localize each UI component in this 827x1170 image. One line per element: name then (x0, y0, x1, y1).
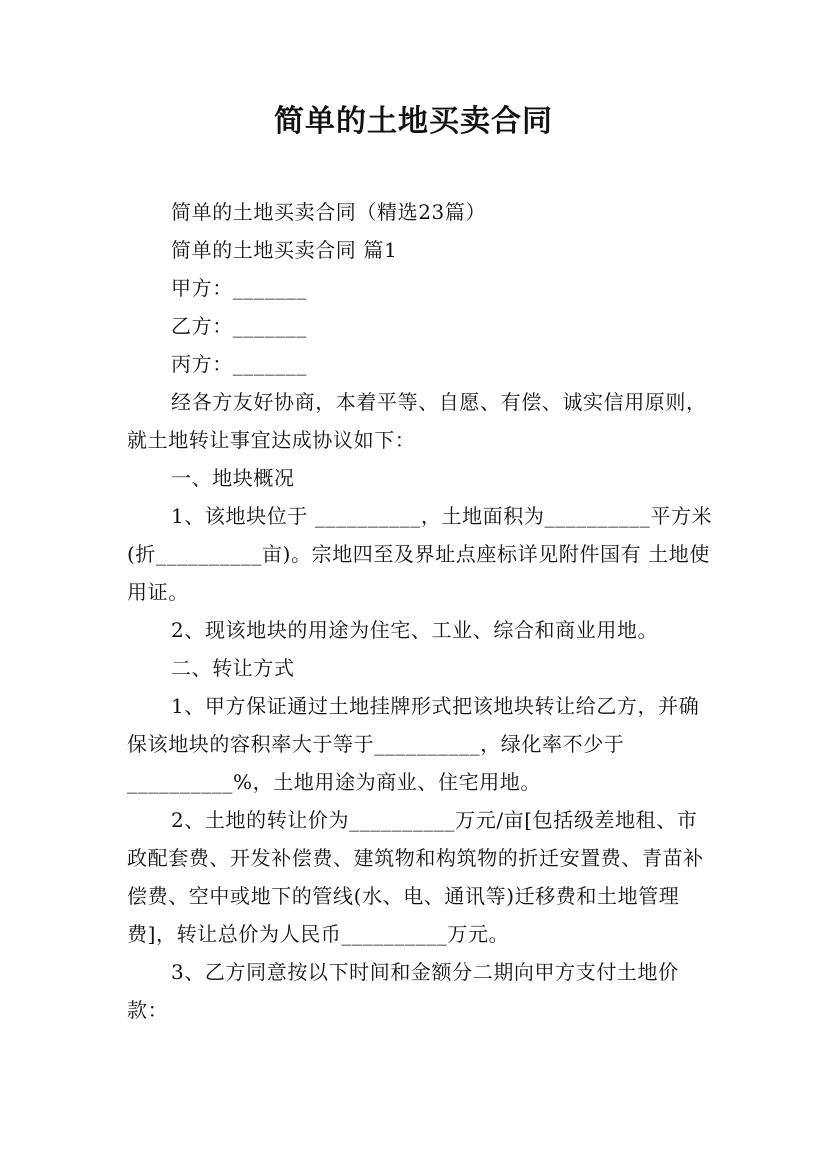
clause-transfer-price: 2、土地的转让价为__________万元/亩[包括级差地租、市政配套费、开发补偿费、建筑物和构筑物的折迁安置费、青苗补偿费、空中或地下的管线(水、电、通讯等)迁移费和土地管理费]，转让总价为人民币__________万元。 (127, 808, 704, 946)
intro-paragraph: 经各方友好协商，本着平等、自愿、有偿、诚实信用原则，就土地转让事宜达成协议如下： (127, 390, 707, 452)
document-title: 简单的土地买卖合同 (274, 104, 553, 139)
clause-transfer-guarantee: 1、甲方保证通过土地挂牌形式把该地块转让给乙方，并确保该地块的容积率大于等于__________，绿化率不少于__________%，土地用途为商业、住宅用地。 (127, 694, 700, 794)
clause-land-use: 2、现该地块的用途为住宅、工业、综合和商业用地。 (171, 618, 659, 642)
party-b-line: 乙方：_______ (171, 314, 307, 338)
party-c-line: 丙方：_______ (171, 352, 307, 376)
section-heading-land-overview: 一、地块概况 (171, 466, 295, 490)
party-a-line: 甲方：_______ (171, 276, 307, 300)
document-body (127, 193, 717, 1029)
section-heading-transfer-method: 二、转让方式 (171, 656, 295, 680)
clause-payment-schedule: 3、乙方同意按以下时间和金额分二期向甲方支付土地价款： (127, 960, 679, 1022)
clause-land-location: 1、该地块位于 __________，土地面积为__________平方米(折__________亩)。宗地四至及界址点座标详见附件国有 土地使用证。 (127, 504, 713, 604)
subtitle-paragraph: 简单的土地买卖合同（精选23篇） (171, 200, 487, 224)
chapter-heading: 简单的土地买卖合同 篇1 (171, 238, 398, 262)
